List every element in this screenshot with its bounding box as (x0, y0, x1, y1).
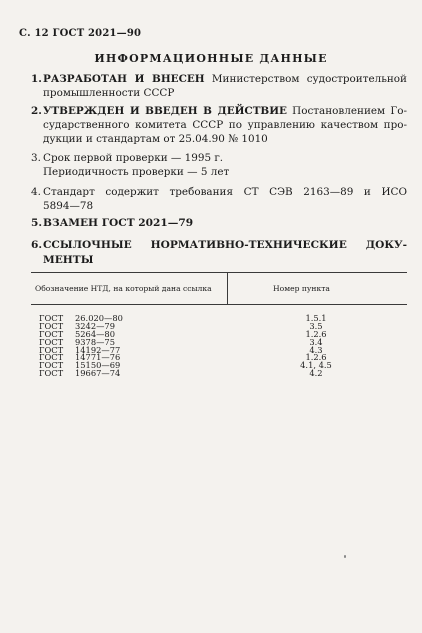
point-number: 4.2 (309, 368, 323, 379)
item-line-2: Периодичность проверки — 5 лет (43, 166, 230, 178)
table-row (31, 369, 407, 377)
item-number: 5. (31, 217, 43, 229)
item-line-2: сударственного комитета СССР по управлению качеством про- (43, 119, 407, 131)
document-prefix: ГОСТ (39, 352, 64, 363)
info-item-6 (31, 238, 407, 268)
info-item-5 (31, 216, 407, 231)
item-line-1: Стандарт содержит требования СТ СЭВ 2163—89 и ИСО (43, 186, 407, 198)
table-header-rule (31, 304, 407, 305)
document-prefix: ГОСТ (39, 320, 64, 331)
document-designation (39, 368, 121, 379)
point-number: 3.5 (309, 320, 323, 331)
point-number: 4.1, 4.5 (300, 360, 332, 371)
item-line-1: Срок первой проверки — 1995 г. (43, 152, 224, 164)
document-prefix: ГОСТ (39, 328, 64, 339)
document-prefix: ГОСТ (39, 368, 64, 379)
document-code: 3242—79 (75, 320, 115, 331)
table-column-divider (227, 272, 228, 304)
info-item-3 (31, 151, 407, 179)
item-line-2: промышленности СССР (43, 87, 175, 99)
info-item-2 (31, 104, 407, 146)
item-number: 6. (31, 239, 43, 251)
document-code: 14771—76 (75, 352, 121, 363)
item-number: 2. (31, 105, 42, 117)
point-number: 1.2.6 (305, 352, 327, 363)
info-item-1 (31, 72, 407, 100)
item-line-2: 5894—78 (43, 200, 94, 212)
point-number: 3.4 (309, 336, 323, 347)
point-number: 1.2.6 (305, 328, 327, 339)
item-number: 3. (31, 152, 41, 164)
column-header-document: Обозначение НТД, на который дана ссылка (35, 284, 212, 293)
item-lead: УТВЕРЖДЕН И ВВЕДЕН В ДЕЙСТВИЕ (43, 105, 287, 117)
reference-documents-table (31, 272, 407, 402)
document-code: 5264—80 (75, 328, 115, 339)
section-title: ИНФОРМАЦИОННЫЕ ДАННЫЕ (94, 52, 328, 65)
point-number: 4.3 (309, 344, 323, 355)
document-prefix: ГОСТ (39, 313, 64, 323)
table-body (31, 314, 407, 377)
page-header: С. 12 ГОСТ 2021—90 (19, 28, 142, 39)
column-header-point: Номер пункта (273, 284, 330, 293)
item-text: Министерством судостроительной (211, 73, 407, 85)
item-line-1 (43, 104, 407, 118)
document-code: 14192—77 (75, 344, 121, 355)
item-line-1 (43, 72, 407, 86)
item-lead: РАЗРАБОТАН И ВНЕСЕН (43, 73, 205, 85)
item-line-3: дукции и стандартам от 25.04.90 № 1010 (43, 133, 268, 145)
info-item-4 (31, 185, 407, 213)
document-code: 19667—74 (75, 368, 121, 379)
document-code: 15150—69 (75, 360, 121, 371)
item-number: 4. (31, 186, 41, 198)
scan-speck (344, 555, 346, 558)
document-code: 26.020—80 (75, 313, 123, 323)
item-line-2: МЕНТЫ (43, 254, 94, 266)
point-number: 1.5.1 (305, 313, 327, 323)
item-line-1: ВЗАМЕН ГОСТ 2021—79 (43, 217, 194, 229)
document-prefix: ГОСТ (39, 344, 64, 355)
item-text: Постановлением Го- (292, 105, 407, 117)
item-line-1: ССЫЛОЧНЫЕ НОРМАТИВНО-ТЕХНИЧЕСКИЕ ДОКУ- (43, 239, 407, 251)
document-prefix: ГОСТ (39, 336, 64, 347)
document-code: 9378—75 (75, 336, 115, 347)
table-top-rule (31, 272, 407, 273)
item-number: 1. (31, 73, 42, 85)
document-prefix: ГОСТ (39, 360, 64, 371)
